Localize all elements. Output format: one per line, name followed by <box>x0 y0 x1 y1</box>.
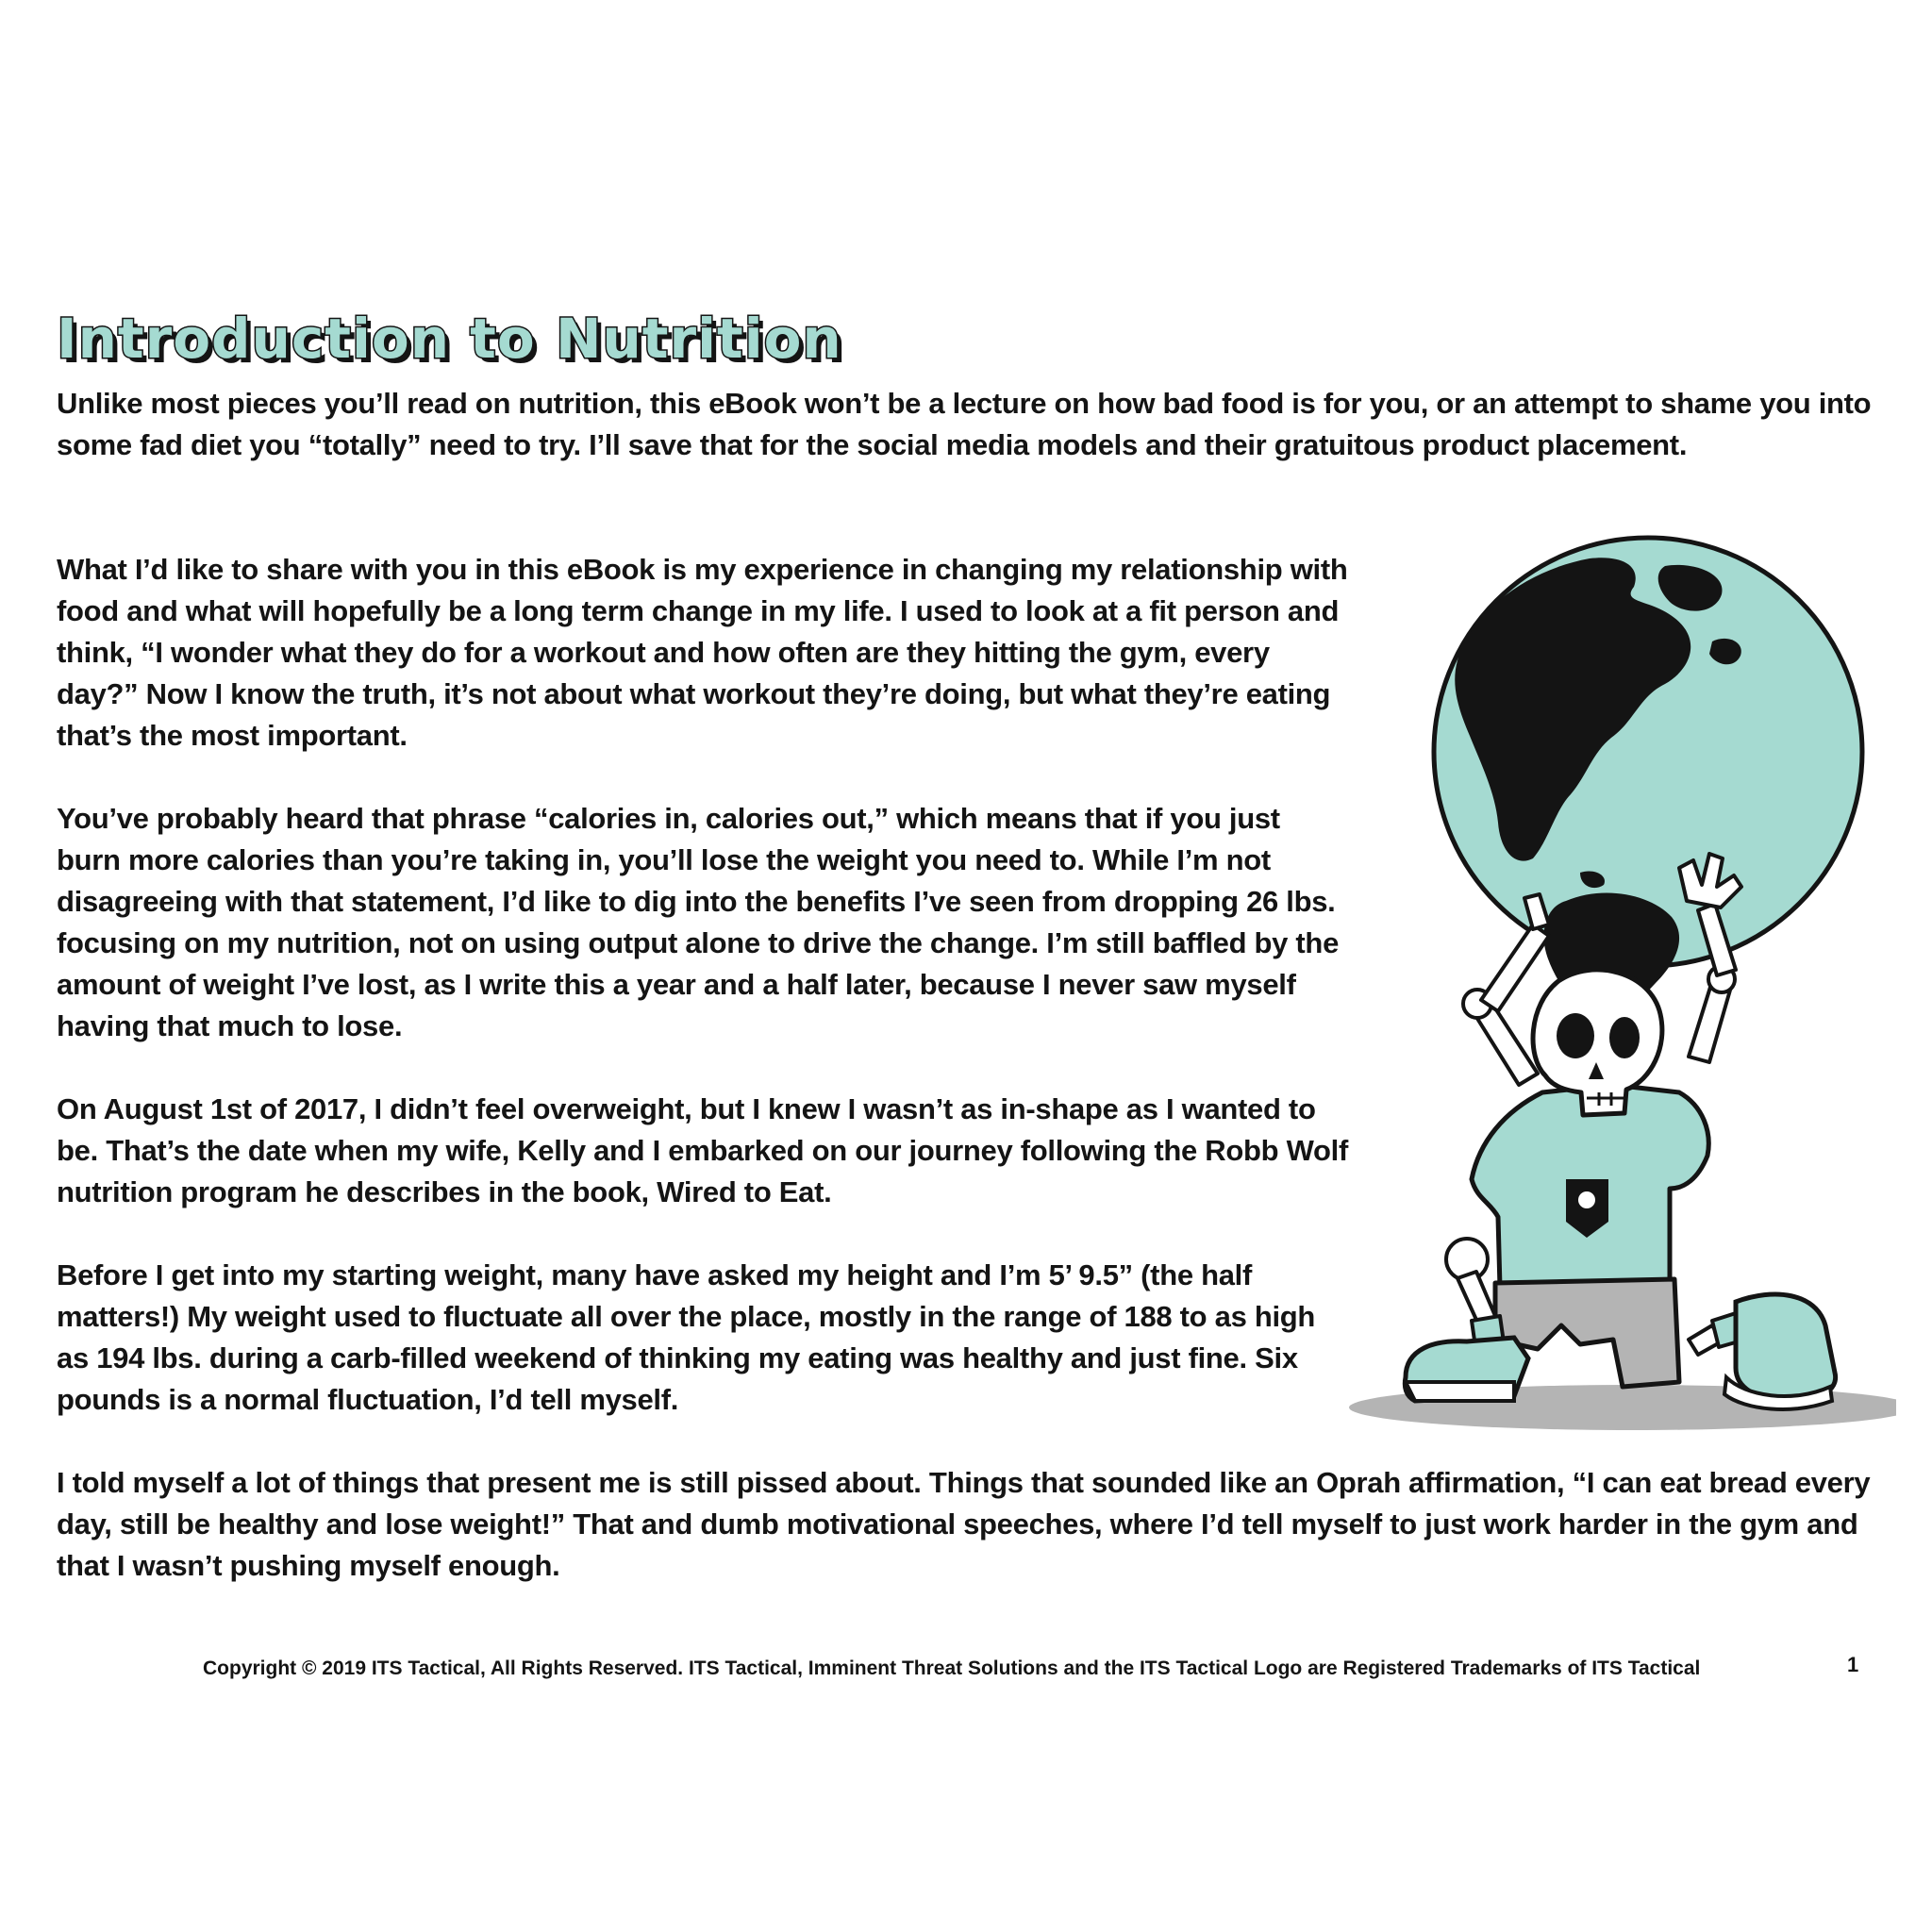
footer-copyright: Copyright © 2019 ITS Tactical, All Rights Reserved. ITS Tactical, Imminent Threat Solutions and the ITS Tactical Logo are Registered Trademarks of ITS Tactical <box>203 1657 1701 1679</box>
page-number: 1 <box>1847 1653 1859 1676</box>
page-title: Introduction to Nutrition <box>57 307 842 371</box>
skeleton-holding-globe-icon <box>1340 528 1896 1434</box>
paragraph-weight: Before I get into my starting weight, many have asked my height and I’m 5’ 9.5” (the half matters!) My weight used to fluctuate all over the place, mostly in the range of 188 to as high as 194 lbs. during a carb-filled weekend of thinking my eating was healthy and just fine. Six pounds is a normal fluctuation, I’d tell myself. <box>57 1258 1316 1416</box>
paragraph-affirmation: I told myself a lot of things that present me is still pissed about. Things that sounded like an Oprah affirmation, “I can eat bread every day, still be healthy and lose weight!” That and dumb motivational speeches, where I’d tell myself to just work harder in the gym and that I wasn’t pushing myself enough. <box>57 1466 1871 1582</box>
paragraph-calories: You’ve probably heard that phrase “calories in, calories out,” which means that if you just burn more calories than you’re taking in, you’ll lose the weight you need to. While I’m not disagreeing with that statement, I’d like to dig into the benefits I’ve seen from dropping 26 lbs. focusing on my nutrition, not on using output alone to drive the change. I’m still baffled by the amount of weight I’ve lost, as I write this a year and a half later, because I never saw myself having that much to lose. <box>57 802 1340 1042</box>
paragraph-experience: What I’d like to share with you in this eBook is my experience in changing my relationship with food and what will hopefully be a long term change in my life. I used to look at a fit person and think, “I wonder what they do for a workout and how often are they hitting the gym, every day?” Now I know the truth, it’s not about what workout they’re doing, but what they’re eating that’s the most important. <box>57 553 1348 752</box>
paragraph-august: On August 1st of 2017, I didn’t feel overweight, but I knew I wasn’t as in-shape as I wanted to be. That’s the date when my wife, Kelly and I embarked on our journey following the Robb Wolf nutrition program he describes in the book, Wired to Eat. <box>57 1092 1348 1208</box>
paragraph-intro: Unlike most pieces you’ll read on nutrition, this eBook won’t be a lecture on how bad food is for you, or an attempt to shame you into some fad diet you “totally” need to try. I’ll save that for the social media models and their gratuitous product placement. <box>57 387 1872 461</box>
